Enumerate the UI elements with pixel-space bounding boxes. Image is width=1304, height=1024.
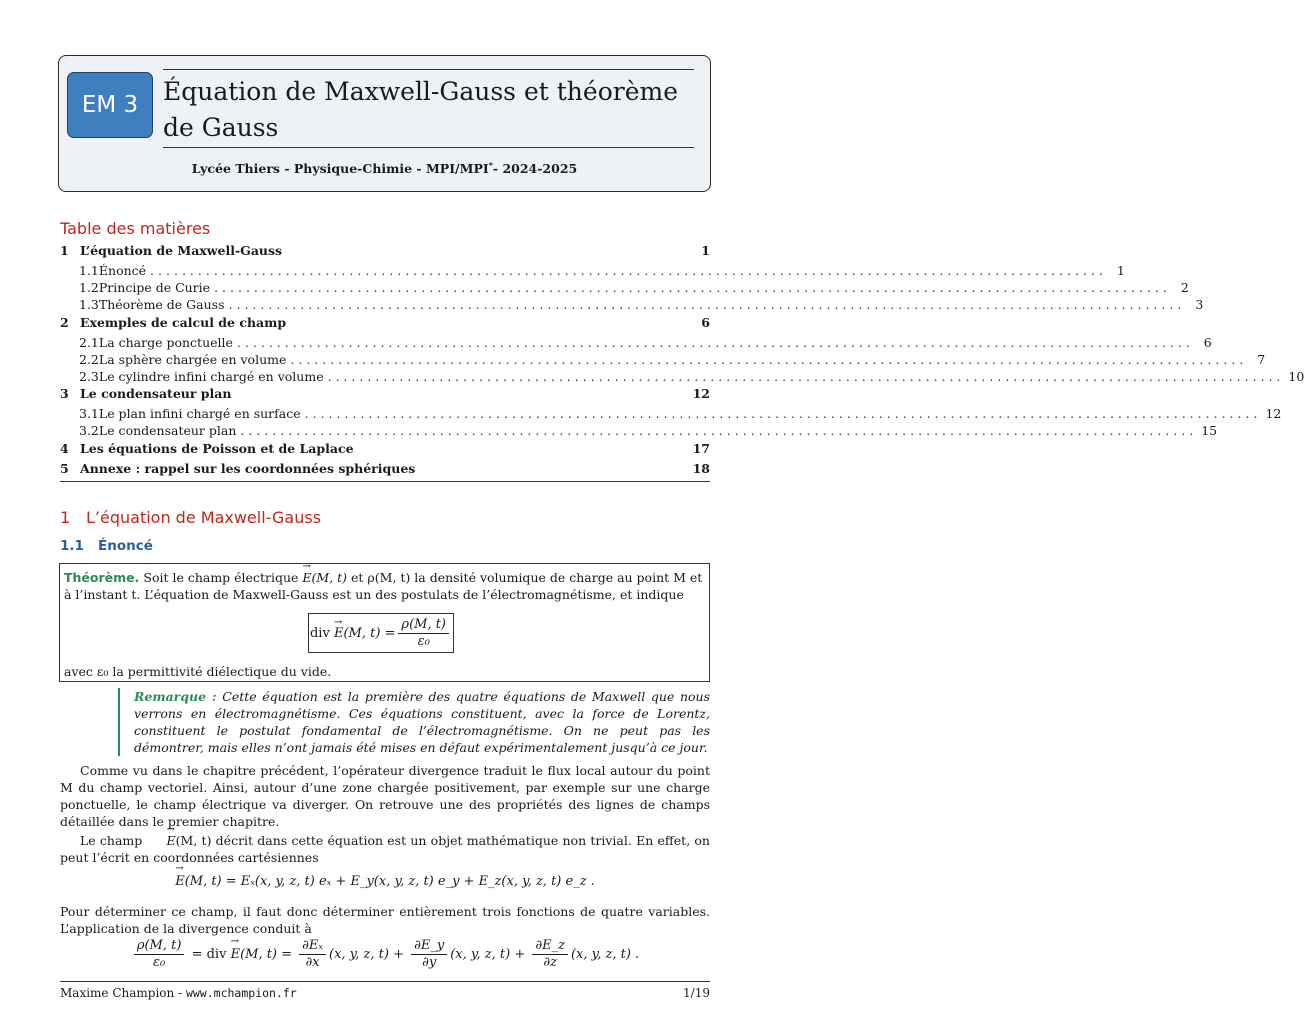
chapter-header	[58, 55, 711, 192]
toc-entry-page: 7	[1257, 351, 1266, 367]
title-rule-bottom	[163, 147, 694, 148]
toc-entry-label: Le condensateur plan	[80, 386, 232, 402]
formula-numerator: ρ(M, t)	[398, 617, 449, 634]
toc-leader-dots: ........................................................................................................................	[228, 297, 1186, 313]
toc-section-entry[interactable]	[60, 386, 710, 406]
toc-entry-page: 6	[701, 314, 710, 330]
toc-leader-dots: ........................................................................................................................	[240, 423, 1198, 439]
eq2-plus-2: +	[514, 947, 526, 962]
eq2-term3	[532, 938, 568, 971]
eq2-plus-1: +	[393, 947, 405, 962]
toc-entry-number: 5	[60, 460, 69, 476]
toc-subsection-entry[interactable]	[60, 334, 1212, 352]
eq2-t2-den: ∂y	[422, 955, 437, 970]
toc-entry-number: 1	[60, 243, 69, 258]
toc-entry-page: 3	[1195, 297, 1204, 313]
toc-entry-page: 2	[1180, 280, 1189, 296]
theorem-after: avec ε₀ la permittivité diélectique du vide.	[64, 664, 332, 679]
toc-entry-page: 12	[692, 386, 710, 402]
theorem-text-a: Soit le champ électrique	[143, 570, 299, 585]
title-rule-top	[163, 69, 694, 70]
school-line	[59, 160, 710, 176]
eq2-t3-den: ∂z	[543, 955, 557, 970]
toc-heading: Table des matières	[60, 219, 211, 238]
toc-entry-label: Le cylindre infini chargé en volume	[98, 368, 324, 384]
eq2-end: (x, y, z, t) .	[570, 947, 640, 962]
toc-entry-number: 2	[60, 314, 69, 330]
toc-entry-page: 17	[692, 440, 710, 456]
theorem-text-b: et ρ(M, t) la densité volumique de charge au point M et à l’instant t. L’équation de Maxwell-Gauss est un des postulats de l’électromagnétisme, et indique	[64, 570, 703, 602]
toc-section-entry[interactable]	[60, 315, 710, 335]
toc-rule	[60, 481, 710, 482]
formula-denominator: ε₀	[417, 633, 430, 649]
eq2-t3-num: ∂E_z	[532, 938, 568, 955]
equation-cartesian	[60, 874, 710, 889]
toc-leader-dots: ........................................................................................................................	[236, 334, 1194, 350]
toc-entry-page: 12	[1265, 406, 1282, 422]
eq2-lhs-num: ρ(M, t)	[134, 938, 185, 955]
toc-entry-number: 2.2	[79, 351, 99, 367]
toc-leader-dots: ........................................................................................................................	[150, 263, 1107, 278]
toc-subsection-entry[interactable]	[60, 351, 1266, 369]
toc-subsection-entry[interactable]	[60, 280, 1189, 297]
toc-entry-label: Le condensateur plan	[98, 423, 237, 439]
toc-entry-page: 1	[1116, 263, 1125, 278]
formula-arg: (M, t) =	[343, 625, 396, 641]
document-title: Équation de Maxwell-Gauss et théorème de Gauss	[163, 77, 678, 142]
toc-section-entry[interactable]	[60, 441, 710, 461]
footer-author-name: Maxime Champion -	[60, 986, 186, 1000]
subsection-label: Énoncé	[98, 538, 153, 554]
toc-subsection-entry[interactable]	[60, 297, 1204, 314]
paragraph-vector-e: E →	[147, 832, 176, 849]
eq2-mid2: (M, t) =	[240, 947, 293, 962]
footer-rule	[60, 981, 710, 982]
paragraph-field	[60, 832, 710, 866]
toc-entry-label: La charge ponctuelle	[98, 334, 233, 350]
toc-entry-number: 3	[60, 386, 69, 402]
formula-vector-e: E →	[334, 625, 344, 642]
theorem-label: Théorème.	[64, 570, 140, 585]
toc-entry-page: 18	[692, 460, 710, 476]
section-title	[60, 508, 321, 527]
toc-entry-number: 4	[60, 440, 69, 456]
remark-label: Remarque :	[134, 689, 217, 704]
paragraph-field-a: Le champ	[80, 833, 143, 848]
section-number: 1	[60, 508, 71, 527]
toc-entry-number: 2.3	[79, 368, 99, 384]
paragraph-determination: Pour déterminer ce champ, il faut donc déterminer entièrement trois fonctions de quatre variables. L’application de la divergence conduit à	[60, 904, 710, 936]
eq2-lhs-fraction	[134, 938, 185, 971]
eq2-term2	[411, 938, 447, 971]
toc-entry-number: 1.2	[79, 280, 99, 296]
remark-block	[118, 688, 710, 756]
maxwell-gauss-formula	[308, 613, 454, 653]
toc-entry-number: 1.1	[79, 263, 99, 278]
eq2-t1-den: ∂x	[305, 955, 320, 970]
school-sup: *	[488, 160, 493, 170]
toc-section-entry[interactable]	[60, 243, 710, 263]
toc-entry-label: Le plan infini chargé en surface	[98, 406, 301, 422]
table-of-contents	[60, 243, 1304, 481]
theorem-box: Théorème. Soit le champ électrique E →(M, t) et ρ(M, t) la densité volumique de charge au point M et à l’instant t. L’équation de Maxwell-Gauss est un des postulats de l’électromagnétisme, et indique div E → (M, t) = $\frac{\rho(M, t)}{\text{ε₀}}$ avec ε₀ la permittivité diélectique du vide.	[59, 563, 710, 682]
toc-entry-label: La sphère chargée en volume	[98, 351, 287, 367]
toc-section-entry[interactable]	[60, 461, 710, 481]
subsection-title	[60, 538, 153, 554]
toc-subsection-entry[interactable]	[60, 368, 1304, 386]
eq2-mid: = div	[191, 947, 227, 962]
eq2-t1-num: ∂Eₓ	[299, 938, 326, 955]
eq2-args-1: (x, y, z, t)	[329, 947, 389, 962]
toc-entry-label: Énoncé	[98, 263, 147, 278]
eq1-body: (M, t) = Eₓ(x, y, z, t) eₓ + E_y(x, y, z, t) e_y + E_z(x, y, z, t) e_z .	[184, 874, 595, 889]
eq2-args-2: (x, y, z, t)	[450, 947, 511, 962]
toc-entry-label: Exemples de calcul de champ	[80, 314, 287, 330]
paragraph-field-b: (M, t) décrit dans cette équation est un objet mathématique non trivial. En effet, on peut l’écrit en coordonnées cartésiennes	[60, 833, 710, 865]
toc-entry-page: 1	[701, 243, 710, 258]
toc-entry-label: Les équations de Poisson et de Laplace	[80, 440, 354, 456]
toc-entry-page: 6	[1203, 334, 1212, 350]
eq2-term1	[299, 938, 326, 971]
toc-entry-page: 15	[1201, 423, 1218, 439]
paragraph-divergence: Comme vu dans le chapitre précédent, l’opérateur divergence traduit le flux local autour du point M du champ vectoriel. Ainsi, autour d’une zone chargée positivement, par exemple sur une charge ponctuelle, le champ électrique va diverger. On retrouve une des propriétés des lignes de champs détaillée dans le premier chapitre.	[60, 763, 710, 829]
toc-leader-dots: ........................................................................................................................	[327, 368, 1285, 384]
toc-entry-number: 3.2	[79, 423, 99, 439]
toc-entry-number: 2.1	[79, 334, 99, 350]
formula-div: div	[309, 625, 330, 641]
remark-text: Cette équation est la première des quatre équations de Maxwell que nous verrons en électromagnétisme. Ces équations constituent, avec la force de Lorentz, constituent le postulat fondamental de l’électromagnétisme. On ne peut pas les démontrer, mais elles n’ont jamais été mises en défaut expérimentalement jusqu’à ce jour.	[134, 689, 710, 755]
toc-entry-label: Théorème de Gauss	[98, 297, 225, 313]
toc-subsection-entry[interactable]	[60, 263, 1125, 280]
toc-subsection-entry[interactable]	[60, 423, 1218, 440]
toc-leader-dots: ........................................................................................................................	[290, 351, 1248, 367]
toc-entry-page: 10	[1288, 368, 1304, 384]
footer-url-link[interactable]: www.mchampion.fr	[185, 986, 297, 1000]
school-year: - 2024-2025	[492, 161, 578, 177]
toc-entry-label: L’équation de Maxwell-Gauss	[80, 243, 283, 258]
section-label: L’équation de Maxwell-Gauss	[86, 508, 322, 527]
footer-author	[60, 986, 297, 1000]
school-name: Lycée Thiers - Physique-Chimie - MPI/MPI	[191, 161, 489, 177]
toc-subsection-entry[interactable]	[60, 406, 1282, 423]
toc-entry-number: 3.1	[79, 406, 99, 422]
eq2-lhs-den: ε₀	[153, 955, 166, 970]
subsection-number: 1.1	[60, 538, 84, 554]
eq2-vector-e: E →	[231, 947, 241, 962]
formula-fraction	[398, 617, 449, 650]
eq1-vector-e: E →	[175, 874, 185, 889]
toc-entry-label: Principe de Curie	[98, 280, 211, 296]
chapter-badge: EM 3	[67, 72, 153, 138]
page-number: 1/19	[683, 986, 710, 1000]
equation-divergence	[60, 938, 710, 971]
vector-e: E →	[302, 569, 311, 586]
toc-entry-number: 1.3	[79, 297, 99, 313]
toc-leader-dots: ........................................................................................................................	[214, 280, 1171, 296]
toc-entry-label: Annexe : rappel sur les coordonnées sphériques	[80, 460, 416, 476]
toc-leader-dots: ........................................................................................................................	[304, 406, 1262, 422]
eq2-t2-num: ∂E_y	[411, 938, 447, 955]
